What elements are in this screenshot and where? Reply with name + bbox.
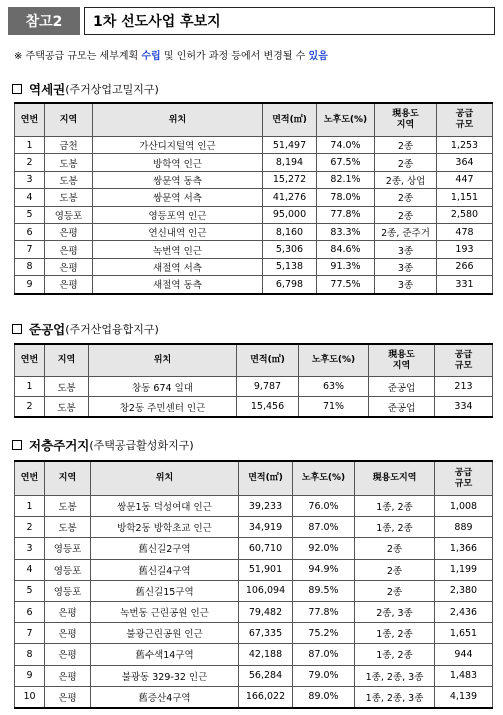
- table-cell: 영등포: [45, 206, 93, 223]
- table-cell: 78.0%: [317, 189, 375, 206]
- table-cell: 영등포: [45, 559, 91, 580]
- table-cell: 9: [15, 665, 45, 686]
- table-cell: 166,022: [239, 686, 293, 708]
- table-row: [15, 517, 493, 538]
- table-cell: 1,151: [437, 189, 493, 206]
- table-cell: 4: [15, 189, 45, 206]
- table-cell: 77.8%: [317, 206, 375, 223]
- table-cell: 92.0%: [293, 538, 355, 559]
- table-cell: 3종: [375, 276, 437, 294]
- column-header: 공급 규모: [435, 344, 493, 377]
- table-cell: 6: [15, 223, 45, 240]
- table-cell: 4,139: [435, 686, 493, 708]
- column-header: 면적(㎡): [237, 344, 299, 377]
- table-cell: 2: [15, 397, 45, 418]
- semi-industrial-table: [14, 343, 493, 418]
- table-cell: 75.2%: [293, 623, 355, 644]
- table-cell: 213: [435, 377, 493, 397]
- table-cell: 8: [15, 258, 45, 275]
- table-cell: 도봉: [45, 154, 93, 171]
- table-row: [15, 223, 493, 240]
- table-cell: 7: [15, 241, 45, 258]
- table-cell: 82.1%: [317, 171, 375, 188]
- table-cell: 3: [15, 171, 45, 188]
- table-cell: 새절역 서측: [93, 258, 263, 275]
- table-cell: 도봉: [45, 377, 89, 397]
- table-cell: 영등포역 인근: [93, 206, 263, 223]
- table-cell: 5: [15, 580, 45, 601]
- section-heading-low-rise: [12, 436, 194, 454]
- table-cell: 도봉: [45, 189, 93, 206]
- column-header: 現용도지역: [355, 461, 435, 496]
- table-row: [15, 137, 493, 154]
- table-cell: 1종, 2종, 3종: [355, 686, 435, 708]
- table-cell: 2: [15, 154, 45, 171]
- table-cell: 불광근린공원 인근: [91, 623, 239, 644]
- table-cell: 944: [435, 644, 493, 665]
- section-subtitle: (주택공급활성화지구): [89, 439, 194, 452]
- table-cell: 15,272: [263, 171, 317, 188]
- table-cell: 쌍문역 서측: [93, 189, 263, 206]
- column-header: 공급 규모: [435, 461, 493, 496]
- table-cell: 478: [437, 223, 493, 240]
- checkbox-square-icon: [12, 324, 22, 334]
- table-row: [15, 665, 493, 686]
- table-cell: 舊수색14구역: [91, 644, 239, 665]
- column-header: 연번: [15, 103, 45, 137]
- table-cell: 창동 674 일대: [89, 377, 237, 397]
- table-cell: 8,194: [263, 154, 317, 171]
- section-subtitle: (주거산업융합지구): [65, 323, 159, 336]
- table-row: [15, 580, 493, 601]
- table-row: [15, 154, 493, 171]
- table-cell: 쌍문1동 덕성여대 인근: [91, 496, 239, 517]
- section-heading-station: [12, 80, 159, 98]
- table-cell: 2종: [375, 154, 437, 171]
- table-cell: 영등포: [45, 580, 91, 601]
- table-cell: 3: [15, 538, 45, 559]
- note-text: 및 인허가 과정 등에서 변경될 수: [160, 51, 309, 62]
- table-cell: 2종: [355, 538, 435, 559]
- table-cell: 가산디지털역 인근: [93, 137, 263, 154]
- table-cell: 51,497: [263, 137, 317, 154]
- table-cell: 도봉: [45, 397, 89, 418]
- table-cell: 금천: [45, 137, 93, 154]
- table-cell: 1,199: [435, 559, 493, 580]
- table-cell: 은평: [45, 623, 91, 644]
- table-row: [15, 377, 493, 397]
- table-cell: 6,798: [263, 276, 317, 294]
- table-cell: 6: [15, 601, 45, 622]
- table-cell: 2종, 3종: [355, 601, 435, 622]
- column-header: 공급 규모: [437, 103, 493, 137]
- table-cell: 63%: [299, 377, 369, 397]
- table-cell: 2종, 상업: [375, 171, 437, 188]
- table-cell: 도봉: [45, 171, 93, 188]
- table-cell: 2종: [355, 559, 435, 580]
- table-cell: 녹번동 근린공원 인근: [91, 601, 239, 622]
- table-cell: 77.5%: [317, 276, 375, 294]
- table-cell: 도봉: [45, 496, 91, 517]
- table-cell: 1: [15, 496, 45, 517]
- table-cell: 연신내역 인근: [93, 223, 263, 240]
- table-cell: 은평: [45, 276, 93, 294]
- column-header: 現용도 지역: [375, 103, 437, 137]
- table-cell: 1종, 2종: [355, 623, 435, 644]
- table-cell: 364: [437, 154, 493, 171]
- table-cell: 영등포: [45, 538, 91, 559]
- section-title: 저층주거지: [29, 438, 90, 453]
- table-cell: 1: [15, 377, 45, 397]
- section-title: 준공업: [29, 322, 66, 337]
- table-row: [15, 171, 493, 188]
- table-cell: 41,276: [263, 189, 317, 206]
- column-header: 노후도(%): [299, 344, 369, 377]
- table-cell: 42,188: [239, 644, 293, 665]
- table-cell: 3종: [375, 258, 437, 275]
- table-row: [15, 538, 493, 559]
- column-header: 지역: [45, 103, 93, 137]
- table-cell: 2종: [375, 206, 437, 223]
- table-row: [15, 397, 493, 418]
- table-row: [15, 496, 493, 517]
- table-cell: 2,580: [437, 206, 493, 223]
- table-cell: 266: [437, 258, 493, 275]
- table-cell: 87.0%: [293, 517, 355, 538]
- table-row: [15, 601, 493, 622]
- table-cell: 67.5%: [317, 154, 375, 171]
- table-cell: 방학2동 방학초교 인근: [91, 517, 239, 538]
- table-cell: 5: [15, 206, 45, 223]
- table-cell: 2,380: [435, 580, 493, 601]
- station-area-table: [14, 102, 493, 295]
- table-cell: 2종: [375, 189, 437, 206]
- table-cell: 51,901: [239, 559, 293, 580]
- table-cell: 2종: [355, 580, 435, 601]
- table-cell: 34,919: [239, 517, 293, 538]
- table-cell: 은평: [45, 258, 93, 275]
- table-cell: 9,787: [237, 377, 299, 397]
- table-cell: 1종, 2종: [355, 644, 435, 665]
- table-cell: 은평: [45, 665, 91, 686]
- table-cell: 2: [15, 517, 45, 538]
- table-cell: 1,651: [435, 623, 493, 644]
- table-cell: 녹번역 인근: [93, 241, 263, 258]
- table-cell: 새절역 동측: [93, 276, 263, 294]
- table-cell: 1,008: [435, 496, 493, 517]
- column-header: 연번: [15, 461, 45, 496]
- column-header: 위치: [89, 344, 237, 377]
- table-cell: 3종: [375, 241, 437, 258]
- table-cell: 67,335: [239, 623, 293, 644]
- table-row: [15, 258, 493, 275]
- table-row: [15, 559, 493, 580]
- table-cell: 89.0%: [293, 686, 355, 708]
- table-cell: 2종, 준주거: [375, 223, 437, 240]
- table-cell: 은평: [45, 241, 93, 258]
- table-cell: 87.0%: [293, 644, 355, 665]
- table-row: [15, 623, 493, 644]
- table-cell: 준공업: [369, 377, 435, 397]
- table-cell: 은평: [45, 601, 91, 622]
- table-cell: 1,366: [435, 538, 493, 559]
- table-cell: 8: [15, 644, 45, 665]
- table-cell: 60,710: [239, 538, 293, 559]
- table-cell: 쌍문역 동측: [93, 171, 263, 188]
- checkbox-square-icon: [12, 84, 22, 94]
- column-header: 위치: [93, 103, 263, 137]
- table-row: [15, 644, 493, 665]
- table-cell: 15,456: [237, 397, 299, 418]
- column-header: 現용도 지역: [369, 344, 435, 377]
- table-cell: 1종, 2종, 3종: [355, 665, 435, 686]
- supply-note: [14, 47, 328, 62]
- table-cell: 447: [437, 171, 493, 188]
- table-cell: 2,436: [435, 601, 493, 622]
- table-cell: 84.6%: [317, 241, 375, 258]
- table-row: [15, 241, 493, 258]
- table-cell: 889: [435, 517, 493, 538]
- table-cell: 7: [15, 623, 45, 644]
- table-cell: 불광동 329-32 인근: [91, 665, 239, 686]
- table-cell: 舊신길2구역: [91, 538, 239, 559]
- table-row: [15, 276, 493, 294]
- table-row: [15, 189, 493, 206]
- reference-tag: 참고2: [8, 7, 80, 35]
- table-cell: 1,253: [437, 137, 493, 154]
- table-cell: 83.3%: [317, 223, 375, 240]
- table-cell: 1,483: [435, 665, 493, 686]
- table-cell: 은평: [45, 644, 91, 665]
- column-header: 노후도(%): [317, 103, 375, 137]
- table-cell: 8,160: [263, 223, 317, 240]
- column-header: 연번: [15, 344, 45, 377]
- table-cell: 방학역 인근: [93, 154, 263, 171]
- table-cell: 76.0%: [293, 496, 355, 517]
- page-header: [8, 7, 495, 35]
- note-text: ※ 주택공급 규모는 세부계획: [14, 51, 142, 62]
- section-subtitle: (주거상업고밀지구): [65, 83, 159, 96]
- table-cell: 舊신길15구역: [91, 580, 239, 601]
- section-title: 역세권: [29, 82, 66, 97]
- table-row: [15, 206, 493, 223]
- checkbox-square-icon: [12, 440, 22, 450]
- column-header: 지역: [45, 461, 91, 496]
- table-cell: 5,138: [263, 258, 317, 275]
- table-cell: 74.0%: [317, 137, 375, 154]
- low-rise-table: [14, 460, 493, 709]
- table-cell: 5,306: [263, 241, 317, 258]
- table-cell: 준공업: [369, 397, 435, 418]
- table-cell: 1종, 2종: [355, 517, 435, 538]
- table-cell: 舊신길4구역: [91, 559, 239, 580]
- section-heading-semi-industrial: [12, 320, 159, 338]
- table-cell: 79.0%: [293, 665, 355, 686]
- table-cell: 1: [15, 137, 45, 154]
- table-cell: 은평: [45, 686, 91, 708]
- page-title: 1차 선도사업 후보지: [84, 7, 495, 35]
- table-cell: 舊증산4구역: [91, 686, 239, 708]
- table-cell: 9: [15, 276, 45, 294]
- table-cell: 71%: [299, 397, 369, 418]
- table-cell: 106,094: [239, 580, 293, 601]
- column-header: 면적(㎡): [263, 103, 317, 137]
- table-cell: 4: [15, 559, 45, 580]
- table-cell: 1종, 2종: [355, 496, 435, 517]
- table-cell: 은평: [45, 223, 93, 240]
- table-cell: 91.3%: [317, 258, 375, 275]
- table-cell: 77.8%: [293, 601, 355, 622]
- table-cell: 2종: [375, 137, 437, 154]
- column-header: 면적(㎡): [239, 461, 293, 496]
- column-header: 위치: [91, 461, 239, 496]
- table-cell: 95,000: [263, 206, 317, 223]
- column-header: 노후도(%): [293, 461, 355, 496]
- note-highlight: 있음: [308, 51, 328, 62]
- table-cell: 334: [435, 397, 493, 418]
- table-row: [15, 686, 493, 708]
- table-cell: 79,482: [239, 601, 293, 622]
- table-cell: 193: [437, 241, 493, 258]
- table-cell: 331: [437, 276, 493, 294]
- table-cell: 도봉: [45, 517, 91, 538]
- table-cell: 39,233: [239, 496, 293, 517]
- table-cell: 56,284: [239, 665, 293, 686]
- table-cell: 89.5%: [293, 580, 355, 601]
- table-cell: 10: [15, 686, 45, 708]
- table-cell: 94.9%: [293, 559, 355, 580]
- column-header: 지역: [45, 344, 89, 377]
- note-highlight: 수립: [141, 51, 161, 62]
- table-cell: 창2동 주민센터 인근: [89, 397, 237, 418]
